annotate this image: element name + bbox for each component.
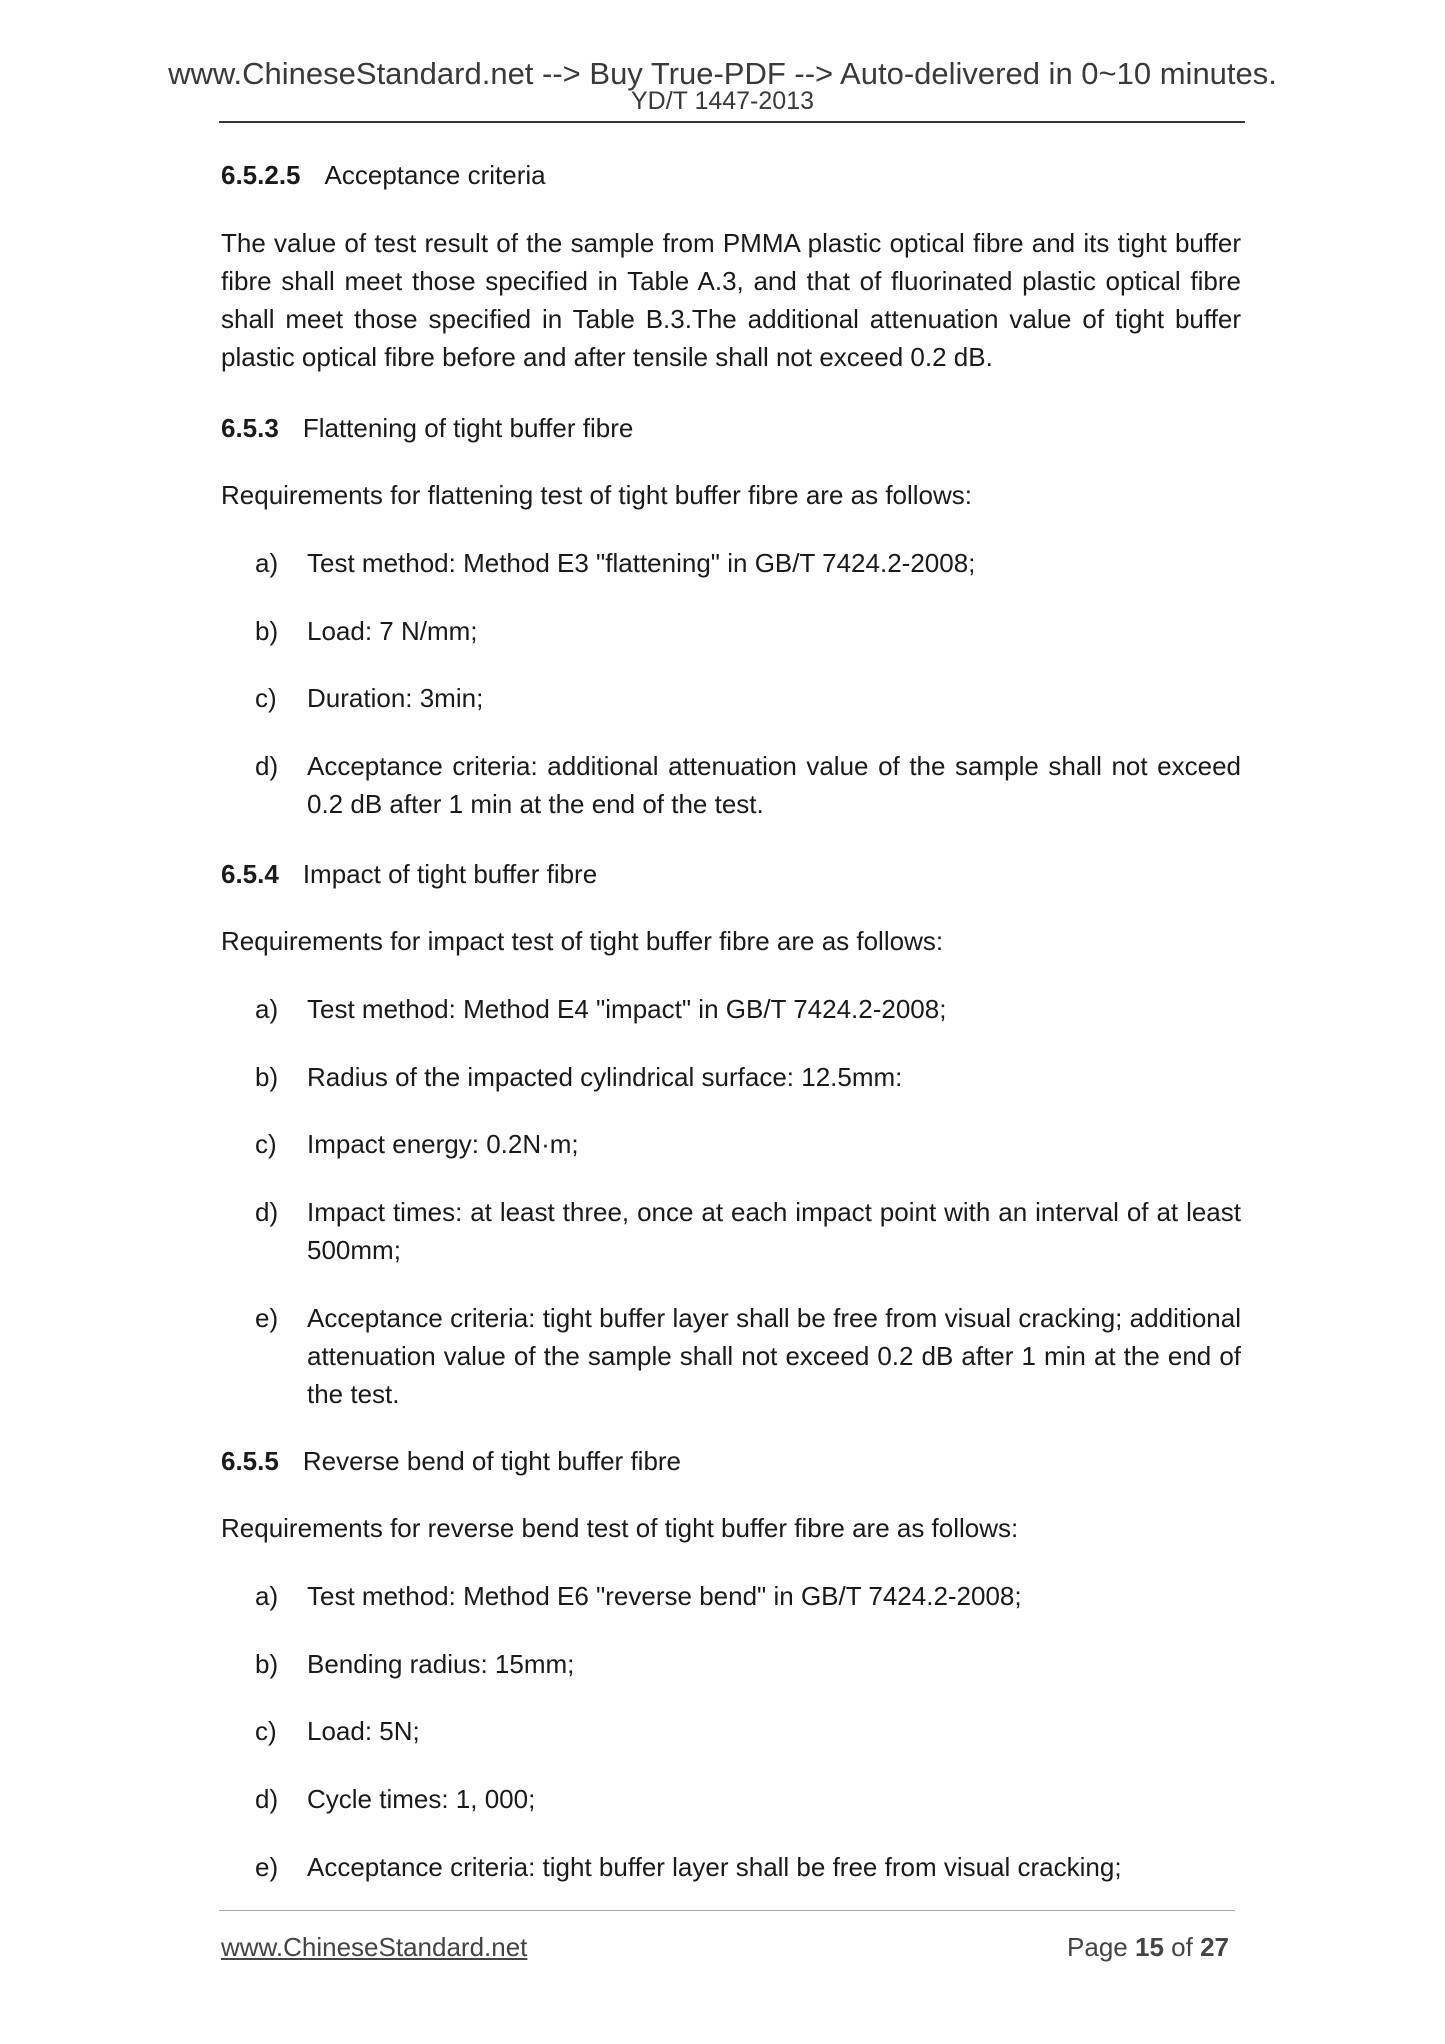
list-marker: e)	[255, 1852, 279, 1882]
list-text: Test method: Method E6 "reverse bend" in GB/T 7424.2-2008;	[307, 1581, 1022, 1611]
list-item	[255, 990, 1241, 1028]
list-item	[255, 1780, 1241, 1818]
list-marker: a)	[255, 1581, 279, 1611]
list-item	[255, 1058, 1241, 1096]
section-heading-6-5-5	[221, 1442, 1241, 1480]
list-marker: a)	[255, 548, 279, 578]
list-text: Acceptance criteria: tight buffer layer shall be free from visual cracking; additional attenuation value of the sample shall not exceed 0.2 dB after 1 min at the end of the test.	[307, 1303, 1241, 1409]
list-marker: b)	[255, 616, 279, 646]
section-title: Acceptance criteria	[324, 160, 546, 190]
list-item	[255, 544, 1241, 582]
section-heading-6-5-4	[221, 855, 1241, 893]
section-heading-6-5-3	[221, 409, 1241, 447]
list-item	[255, 747, 1241, 823]
section-intro: Requirements for impact test of tight buffer fibre are as follows:	[221, 926, 944, 956]
list-text: Cycle times: 1, 000;	[307, 1784, 536, 1814]
section-title: Reverse bend of tight buffer fibre	[302, 1446, 682, 1476]
page-of: of	[1171, 1932, 1193, 1962]
list-text: Load: 5N;	[307, 1716, 420, 1746]
list-marker: e)	[255, 1303, 279, 1333]
section-number: 6.5.3	[221, 413, 279, 443]
footer-website-link[interactable]: www.ChineseStandard.net	[221, 1932, 528, 1962]
section-intro: Requirements for reverse bend test of tight buffer fibre are as follows:	[221, 1513, 1019, 1543]
section-number: 6.5.2.5	[221, 160, 301, 190]
list-item	[255, 1848, 1241, 1886]
section-intro: Requirements for flattening test of tight buffer fibre are as follows:	[221, 480, 973, 510]
section-number: 6.5.5	[221, 1446, 279, 1476]
page-current: 15	[1135, 1932, 1164, 1962]
list-marker: a)	[255, 994, 279, 1024]
list-item	[255, 1193, 1241, 1269]
list-marker: b)	[255, 1649, 279, 1679]
list-item	[255, 1645, 1241, 1683]
list-item	[255, 1299, 1241, 1413]
list-marker: d)	[255, 751, 279, 781]
section-heading-6-5-2-5	[221, 156, 1241, 194]
list-text: Load: 7 N/mm;	[307, 616, 478, 646]
list-item	[255, 1577, 1241, 1615]
page-indicator	[1067, 1932, 1229, 1963]
section-title: Impact of tight buffer fibre	[302, 859, 598, 889]
list-text: Bending radius: 15mm;	[307, 1649, 575, 1679]
list-marker: d)	[255, 1197, 279, 1227]
list-item	[255, 612, 1241, 650]
list-marker: b)	[255, 1062, 279, 1092]
list-marker: c)	[255, 683, 277, 713]
page-total: 27	[1200, 1932, 1229, 1962]
section-number: 6.5.4	[221, 859, 279, 889]
list-item	[255, 1712, 1241, 1750]
list-text: Radius of the impacted cylindrical surface: 12.5mm:	[307, 1062, 903, 1092]
section-title: Flattening of tight buffer fibre	[302, 413, 634, 443]
list-marker: c)	[255, 1716, 277, 1746]
list-text: Impact energy: 0.2N·m;	[307, 1129, 579, 1159]
page-label: Page	[1067, 1932, 1128, 1962]
list-text: Test method: Method E4 "impact" in GB/T 7424.2-2008;	[307, 994, 947, 1024]
acceptance-paragraph: The value of test result of the sample from PMMA plastic optical fibre and its tight buffer fibre shall meet those specified in Table A.3, and that of fluorinated plastic optical fibre shall meet those specified in Table B.3.The additional attenuation value of tight buffer plastic optical fibre before and after tensile shall not exceed 0.2 dB.	[221, 228, 1241, 372]
header-rule	[219, 121, 1245, 123]
list-marker: c)	[255, 1129, 277, 1159]
list-text: Acceptance criteria: tight buffer layer shall be free from visual cracking;	[307, 1852, 1122, 1882]
list-item	[255, 1125, 1241, 1163]
list-text: Acceptance criteria: additional attenuation value of the sample shall not exceed 0.2 dB after 1 min at the end of the test.	[307, 751, 1241, 819]
list-text: Test method: Method E3 "flattening" in GB/T 7424.2-2008;	[307, 548, 976, 578]
list-item	[255, 679, 1241, 717]
list-marker: d)	[255, 1784, 279, 1814]
list-text: Impact times: at least three, once at each impact point with an interval of at least 500mm;	[307, 1197, 1241, 1265]
list-text: Duration: 3min;	[307, 683, 484, 713]
standard-code: YD/T 1447-2013	[631, 87, 814, 115]
footer-rule	[219, 1910, 1235, 1911]
header-banner[interactable]: www.ChineseStandard.net --> Buy True-PDF --> Auto-delivered in 0~10 minutes.	[168, 56, 1277, 91]
